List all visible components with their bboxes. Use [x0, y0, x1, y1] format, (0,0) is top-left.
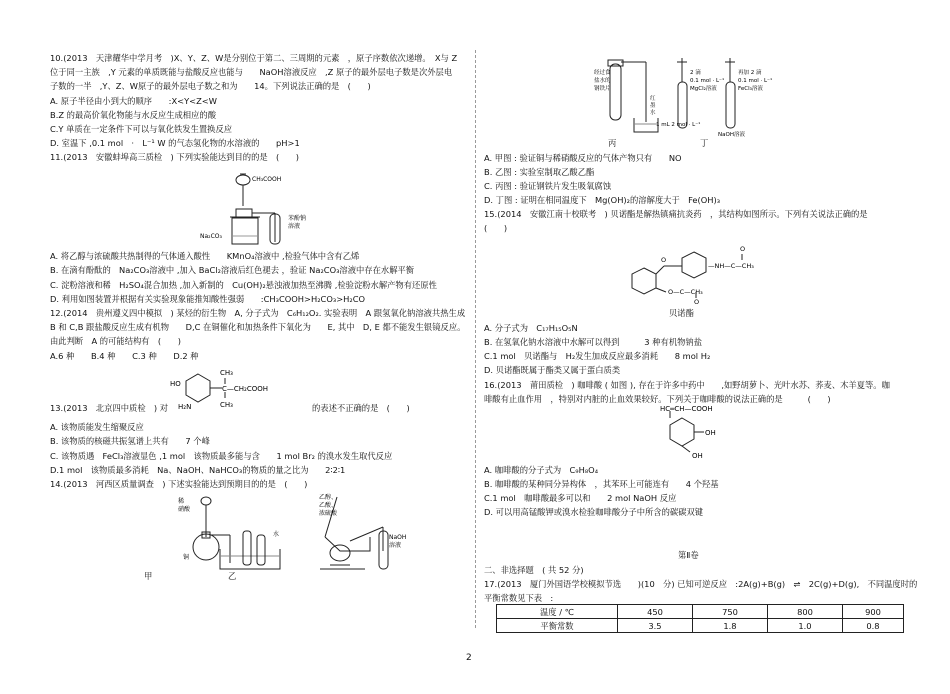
- bing-ink-2: 墨: [650, 103, 656, 109]
- table-cell: 750: [693, 605, 768, 619]
- q12-stem-line3: 由此判断 A 的可能结构有 ( ): [50, 336, 181, 346]
- q15-option-b: B. 在氢氧化钠水溶液中水解可以得到 3 种有机物钠盐: [484, 337, 703, 347]
- q14-option-d: D. 丁图 : 证明在相同温度下 Mg(OH)₂的溶解度大于 Fe(OH)₃: [484, 195, 721, 205]
- bing-ink-3: 水: [650, 110, 656, 116]
- ding-b-2: 0.1 mol · L⁻¹: [738, 78, 773, 84]
- q15-label-o-top: O: [661, 256, 667, 264]
- table-cell: 1.8: [693, 619, 768, 633]
- q13-stem-b: 的表述不正确的是 ( ): [312, 403, 410, 413]
- q15-label-o-1: O: [740, 245, 746, 253]
- part-two-title: 第Ⅱ卷: [678, 550, 699, 560]
- q11-option-a: A. 将乙醇与浓硫酸共热制得的气体通入酸性 KMnO₄溶液中 ,检验气体中含有乙烯: [50, 251, 360, 261]
- column-divider: [475, 50, 476, 628]
- q11-label-phenoxide: 苯酚钠: [288, 215, 307, 222]
- q13-label-h2n: H₂N: [178, 403, 192, 411]
- q10-stem-line1: 10.(2013 天津耀华中学月考 )X、Y、Z、W是分别位于第二、三周期的元素 ，原子序数依次递增。 X与 Z: [50, 53, 458, 63]
- table-cell: 1.0: [768, 619, 843, 633]
- bing-label-2: 盐水的: [594, 78, 611, 84]
- q14-caption-jia: 甲: [144, 571, 153, 581]
- q14-option-b: B. 乙图 : 实验室制取乙酸乙酯: [484, 167, 595, 177]
- q13-structure-figure: [160, 362, 310, 414]
- q16-option-b: B. 咖啡酸的某种同分异构体 ，其苯环上可能连有 4 个羟基: [484, 479, 719, 489]
- q14-yi-naoh-1: NaOH: [389, 534, 407, 541]
- q11-stem: 11.(2013 安徽蚌埠高三质检 ) 下列实验能达到目的的是 ( ): [50, 152, 300, 162]
- q12-options: A.6 种 B.4 种 C.3 种 D.2 种: [50, 351, 199, 361]
- q15-label-ester: O—C—CH₃: [668, 288, 703, 296]
- ding-base-1: 1 mL 2 mol · L⁻¹: [656, 122, 701, 128]
- q12-stem-line1: 12.(2014 贵州遵义四中模拟 ) 某烃的衍生物 A, 分子式为 C₆H₁₂O₂. 实验表明 A 跟氢氧化钠溶液共热生成: [50, 308, 466, 318]
- q14-jia-copper: 铜: [183, 554, 190, 561]
- q17-stem-line2: 平衡常数见下表 :: [484, 593, 554, 603]
- table-cell: 450: [618, 605, 693, 619]
- q14-jia-acid-line1: 稀: [178, 498, 185, 505]
- q15-option-d: D. 贝诺酯既属于酯类又属于蛋白质类: [484, 365, 621, 375]
- q14-stem: 14.(2013 河西区质量调查 ) 下述实验能达到预期目的的是 ( ): [50, 479, 308, 489]
- table-row: [497, 619, 904, 633]
- q16-stem-line2: 啡酸有止血作用 ，特别对内脏的止血效果较好。下列关于咖啡酸的说法正确的是 ( ): [484, 394, 831, 404]
- q10-option-d: D. 室温下 ,0.1 mol · L⁻¹ W 的气态氢化物的水溶液的 pH>1: [50, 138, 300, 148]
- table-row: [497, 605, 904, 619]
- q11-apparatus-figure: [200, 166, 370, 248]
- q15-structure-figure: [624, 236, 824, 304]
- q10-option-a: A. 原子半径由小到大的顺序 :X<Y<Z<W: [50, 96, 217, 106]
- ding-b-3: FeCl₃溶液: [738, 86, 763, 92]
- page-number: 2: [466, 653, 472, 663]
- q15-label-nh: —NH—C—CH₃: [708, 262, 754, 270]
- table-cell: 平衡常数: [497, 619, 618, 633]
- q16-label-chain: HC═CH—COOH: [660, 405, 713, 413]
- ding-base-2: NaOH溶液: [718, 132, 745, 138]
- q16-stem-line1: 16.(2013 莆田质检 ) 咖啡酸 ( 如图 ), 存在于许多中药中 ,如野胡萝卜、光叶水苏、荞麦、木羊夏等。咖: [484, 380, 890, 390]
- ding-a-3: MgCl₂溶液: [690, 86, 717, 92]
- q14-caption-yi: 乙: [228, 571, 237, 581]
- q13-option-d: D.1 mol 该物质最多消耗 Na、NaOH、NaHCO₃的物质的量之比为 2∶2∶1: [50, 465, 346, 475]
- q14-jia-water: 水: [273, 531, 280, 538]
- q13-option-a: A. 该物质能发生缩聚反应: [50, 422, 144, 432]
- q16-structure-figure: [660, 402, 770, 462]
- q15-option-c: C.1 mol 贝诺酯与 H₂发生加成反应最多消耗 8 mol H₂: [484, 351, 711, 361]
- q13-label-ch3-top: CH₃: [220, 369, 233, 377]
- q11-option-c: C. 淀粉溶液和稀 H₂SO₄混合加热 ,加入新制的 Cu(OH)₂悬浊液加热至沸腾 ,检验淀粉水解产物有还原性: [50, 280, 437, 290]
- q14-jia-acid-line2: 硝酸: [178, 506, 191, 513]
- q14-yi-reagent-2: 乙酸、: [319, 502, 338, 509]
- part-two-heading: 二、非选择题 ( 共 52 分): [484, 565, 584, 575]
- caption-bing: 丙: [608, 138, 617, 148]
- q13-label-chain: C—CH₂COOH: [222, 385, 269, 393]
- table-cell: 900: [843, 605, 904, 619]
- q13-label-ho: HO: [170, 380, 181, 388]
- q10-stem-line2: 位于同一主族 ,Y 元素的单质既能与盐酸反应也能与 NaOH溶液反应 ,Z 原子的最外层电子数是次外层电: [50, 67, 453, 77]
- caption-ding: 丁: [700, 138, 709, 148]
- q15-stem-line1: 15.(2014 安徽江南十校联考 ) 贝诺酯是解热镇痛抗炎药 ，其结构如图所示。下列有关说法正确的是: [484, 209, 868, 219]
- q14-yi-reagent-3: 浓硫酸: [319, 510, 338, 517]
- q13-option-c: C. 该物质遇 FeCl₃溶液显色 ,1 mol 该物质最多能与含 1 mol Br₂ 的溴水发生取代反应: [50, 451, 393, 461]
- q11-option-d: D. 利用如图装置并根据有关实验现象能推知酸性强弱 :CH₃COOH>H₂CO₃>H₂CO: [50, 294, 366, 304]
- q16-option-a: A. 咖啡酸的分子式为 C₉H₈O₄: [484, 465, 599, 475]
- q15-label-o-3: O: [694, 298, 700, 304]
- table-cell: 3.5: [618, 619, 693, 633]
- ding-b-1: 再加 2 滴: [738, 70, 762, 76]
- q14-yi-reagent-1: 乙醇、: [319, 494, 338, 501]
- bing-label-3: 钢铁片: [594, 86, 611, 92]
- q15-option-a: A. 分子式为 C₁₇H₁₅O₅N: [484, 323, 578, 333]
- q15-compound-name: 贝诺酯: [669, 308, 694, 318]
- q11-label-solution: 溶液: [288, 223, 301, 230]
- q13-stem-a: 13.(2013 北京四中质检 ) 对: [50, 403, 169, 413]
- q16-option-c: C.1 mol 咖啡酸最多可以和 2 mol NaOH 反应: [484, 493, 677, 503]
- q10-option-b: B.Z 的最高价氧化物能与水反应生成相应的酸: [50, 110, 216, 120]
- q16-label-oh-2: OH: [692, 452, 703, 460]
- table-cell: 800: [768, 605, 843, 619]
- q12-stem-line2: B 和 C,B 跟盐酸反应生成有机物 D,C 在铜催化和加热条件下氧化为 E, 其中 D, E 都不能发生银镜反应。: [50, 322, 466, 332]
- q13-label-ch3-bottom: CH₃: [220, 401, 233, 409]
- ding-a-1: 2 滴: [690, 70, 701, 76]
- bing-ink-1: 红: [650, 96, 656, 102]
- table-cell: 温度 / ℃: [497, 605, 618, 619]
- q11-option-b: B. 在滴有酚酞的 Na₂CO₃溶液中 ,加入 BaCl₂溶液后红色褪去 ，验证 Na₂CO₃溶液中存在水解平衡: [50, 265, 415, 275]
- q16-label-oh-1: OH: [705, 429, 716, 437]
- q14-figures-jia-yi: [175, 491, 415, 577]
- q17-stem-line1: 17.(2013 厦门外国语学校模拟节选 )(10 分) 已知可逆反应 :2A(g)+B(g) ⇌ 2C(g)+D(g), 不同温度时的: [484, 579, 918, 589]
- ding-a-2: 0.1 mol · L⁻¹: [690, 78, 725, 84]
- q16-option-d: D. 可以用高锰酸钾或溴水检验咖啡酸分子中所含的碳碳双键: [484, 507, 704, 517]
- q13-option-b: B. 该物质的核磁共振氢谱上共有 7 个峰: [50, 436, 210, 446]
- q14-option-c: C. 丙图 : 验证钢铁片发生吸氧腐蚀: [484, 181, 611, 191]
- equilibrium-constant-table: [496, 604, 904, 633]
- q10-stem-line3: 子数的一半 ,Y、Z、W原子的最外层电子数之和为 14。下列说法正确的是 ( ): [50, 81, 371, 91]
- q15-stem-line2: ( ): [484, 223, 508, 233]
- table-cell: 0.8: [843, 619, 904, 633]
- q14-yi-naoh-2: 溶液: [389, 542, 402, 549]
- q14-option-a: A. 甲图 : 验证铜与稀硝酸反应的气体产物只有 NO: [484, 153, 682, 163]
- q11-label-sodium-carbonate: Na₂CO₃: [200, 233, 222, 240]
- q14-figures-bing-ding: [594, 52, 814, 144]
- q11-label-acetic-acid: CH₃COOH: [252, 176, 282, 183]
- bing-label-1: 经过食: [594, 70, 611, 76]
- q10-option-c: C.Y 单质在一定条件下可以与氧化铁发生置换反应: [50, 124, 233, 134]
